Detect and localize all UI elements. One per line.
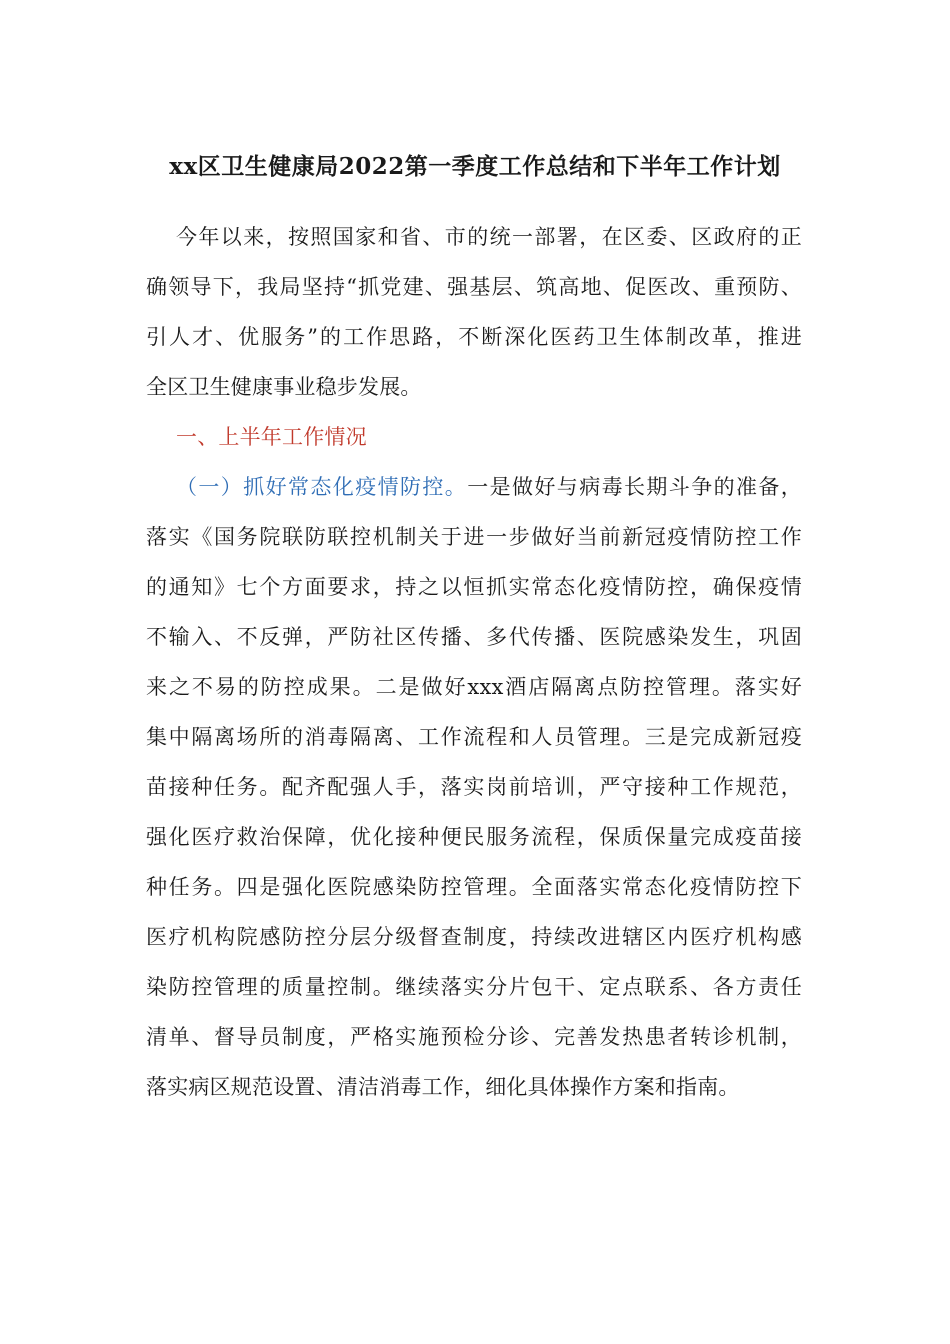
body-line-2: 的通知》七个方面要求，持之以恒抓实常态化疫情防控，确保疫情 <box>146 575 802 599</box>
body-line-8: 种任务。四是强化医院感染防控管理。全面落实常态化疫情防控下 <box>146 875 802 899</box>
intro-line-1: 今年以来，按照国家和省、市的统一部署，在区委、区政府的正 <box>176 225 802 249</box>
section-heading: 一、上半年工作情况 <box>176 425 367 449</box>
body-line-3: 不输入、不反弹，严防社区传播、多代传播、医院感染发生，巩固 <box>146 625 802 649</box>
subsection-first-line <box>176 472 802 502</box>
body-line-1: 落实《国务院联防联控机制关于进一步做好当前新冠疫情防控工作 <box>146 525 802 549</box>
body-line-7: 强化医疗救治保障，优化接种便民服务流程，保质保量完成疫苗接 <box>146 825 802 849</box>
document-title: xx区卫生健康局2022第一季度工作总结和下半年工作计划 <box>169 153 781 180</box>
body-line-12: 落实病区规范设置、清洁消毒工作，细化具体操作方案和指南。 <box>146 1075 740 1099</box>
body-line-10: 染防控管理的质量控制。继续落实分片包干、定点联系、各方责任 <box>146 975 802 999</box>
body-line-6: 苗接种任务。配齐配强人手，落实岗前培训，严守接种工作规范， <box>146 775 802 799</box>
body-line-9: 医疗机构院感防控分层分级督查制度，持续改进辖区内医疗机构感 <box>146 925 802 949</box>
body-line-4: 来之不易的防控成果。二是做好xxx酒店隔离点防控管理。落实好 <box>146 675 802 699</box>
intro-line-3: 引人才、优服务”的工作思路，不断深化医药卫生体制改革，推进 <box>146 325 802 349</box>
body-line-11: 清单、督导员制度，严格实施预检分诊、完善发热患者转诊机制， <box>146 1025 802 1049</box>
intro-line-2: 确领导下，我局坚持“抓党建、强基层、筑高地、促医改、重预防、 <box>146 275 802 299</box>
intro-line-4: 全区卫生健康事业稳步发展。 <box>146 375 422 399</box>
body-line-5: 集中隔离场所的消毒隔离、工作流程和人员管理。三是完成新冠疫 <box>146 725 802 749</box>
subsection-first-line-text: 一是做好与病毒长期斗争的准备， <box>467 475 802 499</box>
subsection-heading: （一）抓好常态化疫情防控。 <box>176 475 468 499</box>
